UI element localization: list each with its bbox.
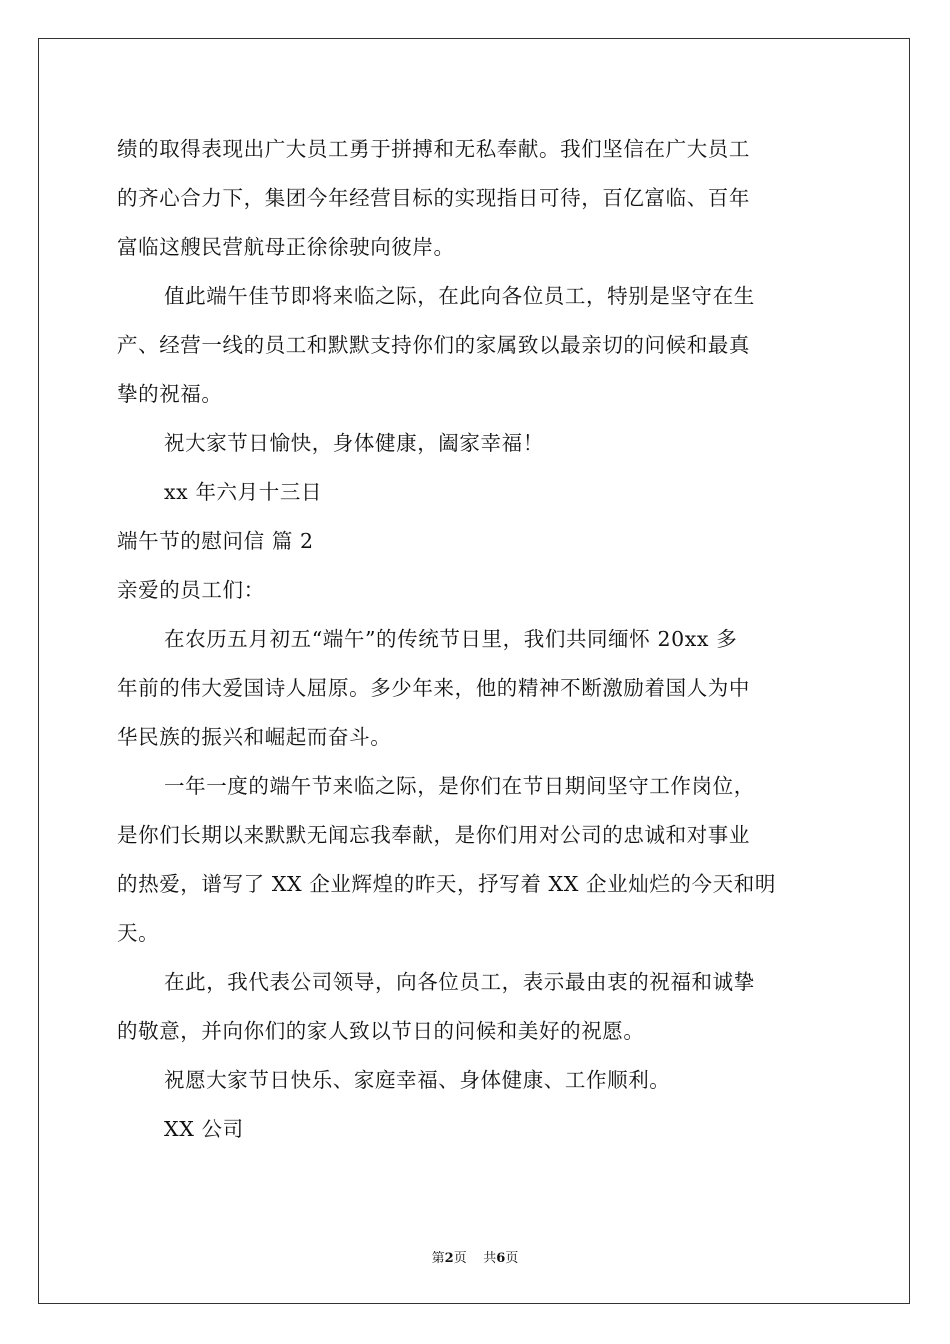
paragraph-line: 祝大家节日愉快，身体健康，阖家幸福！ (164, 431, 544, 455)
paragraph-line: 产、经营一线的员工和默默支持你们的家属致以最亲切的问候和最真 (117, 333, 750, 357)
paragraph-line: 值此端午佳节即将来临之际，在此向各位员工，特别是坚守在生 (164, 284, 755, 308)
paragraph-line: 的齐心合力下，集团今年经营目标的实现指日可待，百亿富临、百年 (117, 186, 750, 210)
date-line: xx 年六月十三日 (164, 480, 323, 504)
page-suffix: 页 (453, 1251, 467, 1266)
paragraph-line: 挚的祝福。 (117, 382, 223, 406)
total-suffix: 页 (505, 1251, 519, 1266)
paragraph-line: 的敬意，并向你们的家人致以节日的问候和美好的祝愿。 (117, 1019, 645, 1043)
page-prefix: 第 (431, 1251, 445, 1266)
paragraph-line: 绩的取得表现出广大员工勇于拼搏和无私奉献。我们坚信在广大员工 (117, 137, 750, 161)
paragraph-line: 一年一度的端午节来临之际，是你们在节日期间坚守工作岗位， (164, 774, 755, 798)
paragraph-line: 是你们长期以来默默无闻忘我奉献，是你们用对公司的忠诚和对事业 (117, 823, 750, 847)
paragraph-line: 华民族的振兴和崛起而奋斗。 (117, 725, 392, 749)
paragraph-line: 在农历五月初五“端午”的传统节日里，我们共同缅怀 20xx 多 (164, 627, 738, 651)
document-body (117, 125, 837, 1154)
paragraph-line: 祝愿大家节日快乐、家庭幸福、身体健康、工作顺利。 (164, 1068, 671, 1092)
total-prefix: 共 (483, 1251, 497, 1266)
section-heading: 端午节的慰问信 篇 2 (117, 529, 314, 553)
paragraph-line: 年前的伟大爱国诗人屈原。多少年来，他的精神不断激励着国人为中 (117, 676, 750, 700)
paragraph-line: 富临这艘民营航母正徐徐驶向彼岸。 (117, 235, 455, 259)
page-footer (0, 1247, 950, 1266)
paragraph-line: 天。 (117, 921, 160, 945)
page-current: 2 (444, 1251, 454, 1266)
salutation: 亲爱的员工们： (117, 578, 265, 602)
paragraph-line: 的热爱，谱写了 XX 企业辉煌的昨天，抒写着 XX 企业灿烂的今天和明 (117, 872, 776, 896)
paragraph-line: 在此，我代表公司领导，向各位员工，表示最由衷的祝福和诚挚 (164, 970, 755, 994)
signature-line: XX 公司 (164, 1117, 244, 1141)
page-total: 6 (496, 1251, 506, 1266)
